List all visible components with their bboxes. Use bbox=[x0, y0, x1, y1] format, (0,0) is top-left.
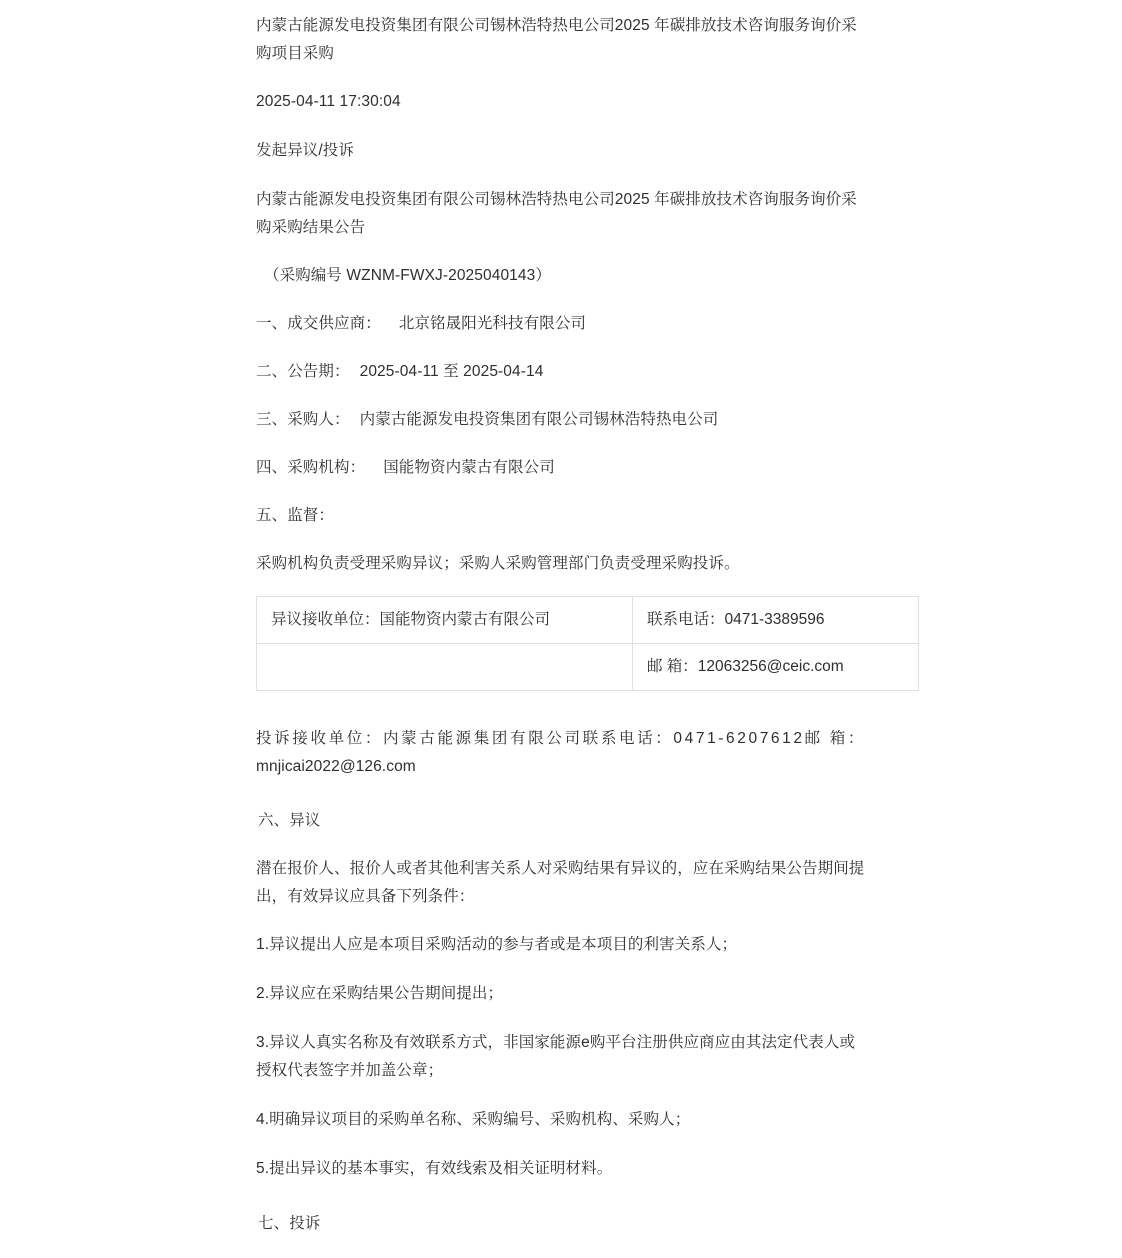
objection-condition-2: 2.异议应在采购结果公告期间提出； bbox=[256, 985, 504, 1002]
complaint-contact-email: mnjicai2022@126.com bbox=[256, 758, 416, 775]
objection-condition-1: 1.异议提出人应是本项目采购活动的参与者或是本项目的利害关系人； bbox=[256, 936, 738, 953]
section-label: 三、采购人： bbox=[256, 411, 350, 428]
contact-table-wrapper bbox=[256, 596, 866, 691]
table-row bbox=[257, 644, 919, 691]
objection-receiving-unit-cell: 异议接收单位：国能物资内蒙古有限公司 bbox=[257, 597, 633, 644]
section-objection-heading: 六、异议 bbox=[258, 812, 321, 829]
section-complaint-heading: 七、投诉 bbox=[258, 1215, 321, 1232]
page-title: 内蒙古能源发电投资集团有限公司锡林浩特热电公司2025 年碳排放技术咨询服务询价采购项目采购 bbox=[256, 17, 857, 62]
section-label: 二、公告期： bbox=[256, 363, 350, 380]
complaint-contact-paragraph bbox=[256, 725, 866, 781]
objection-phone-cell: 联系电话：0471-3389596 bbox=[633, 597, 919, 644]
supervision-note: 采购机构负责受理采购异议；采购人采购管理部门负责受理采购投诉。 bbox=[256, 555, 740, 572]
section-value: 国能物资内蒙古有限公司 bbox=[383, 459, 555, 476]
procurement-code: （采购编号 WZNM-FWXJ-2025040143） bbox=[264, 267, 551, 284]
section-purchaser bbox=[256, 406, 866, 434]
section-label: 五、监督： bbox=[256, 507, 335, 524]
empty-cell bbox=[257, 644, 633, 691]
publish-timestamp: 2025-04-11 17:30:04 bbox=[256, 93, 401, 110]
complaint-contact-text: 投诉接收单位：内蒙古能源集团有限公司联系电话：0471-6207612邮 箱： bbox=[256, 730, 866, 747]
spacer bbox=[256, 691, 866, 725]
announcement-heading: 内蒙古能源发电投资集团有限公司锡林浩特热电公司2025 年碳排放技术咨询服务询价采购采购结果公告 bbox=[256, 191, 857, 236]
section-value: 内蒙古能源发电投资集团有限公司锡林浩特热电公司 bbox=[359, 411, 719, 428]
objection-condition-3: 3.异议人真实名称及有效联系方式，非国家能源e购平台注册供应商应由其法定代表人或授权代表签字并加盖公章； bbox=[256, 1034, 856, 1079]
section-supervision bbox=[256, 502, 866, 530]
section-winning-supplier bbox=[256, 310, 866, 338]
objection-email-cell: 邮 箱：12063256@ceic.com bbox=[633, 644, 919, 691]
raise-objection-complaint-link[interactable]: 发起异议/投诉 bbox=[256, 142, 355, 159]
objection-contact-table bbox=[256, 596, 919, 691]
section-value: 2025-04-11 至 2025-04-14 bbox=[359, 363, 544, 380]
objection-intro: 潜在报价人、报价人或者其他利害关系人对采购结果有异议的，应在采购结果公告期间提出，有效异议应具备下列条件： bbox=[256, 860, 865, 905]
section-label: 四、采购机构： bbox=[256, 459, 366, 476]
section-procurement-agency bbox=[256, 454, 866, 482]
section-value: 北京铭晟阳光科技有限公司 bbox=[398, 315, 587, 332]
section-announcement-period bbox=[256, 358, 866, 386]
table-row bbox=[257, 597, 919, 644]
objection-condition-5: 5.提出异议的基本事实，有效线索及相关证明材料。 bbox=[256, 1160, 613, 1177]
section-label: 一、成交供应商： bbox=[256, 315, 381, 332]
objection-condition-4: 4.明确异议项目的采购单名称、采购编号、采购机构、采购人； bbox=[256, 1111, 691, 1128]
document-content-column bbox=[256, 0, 866, 1258]
